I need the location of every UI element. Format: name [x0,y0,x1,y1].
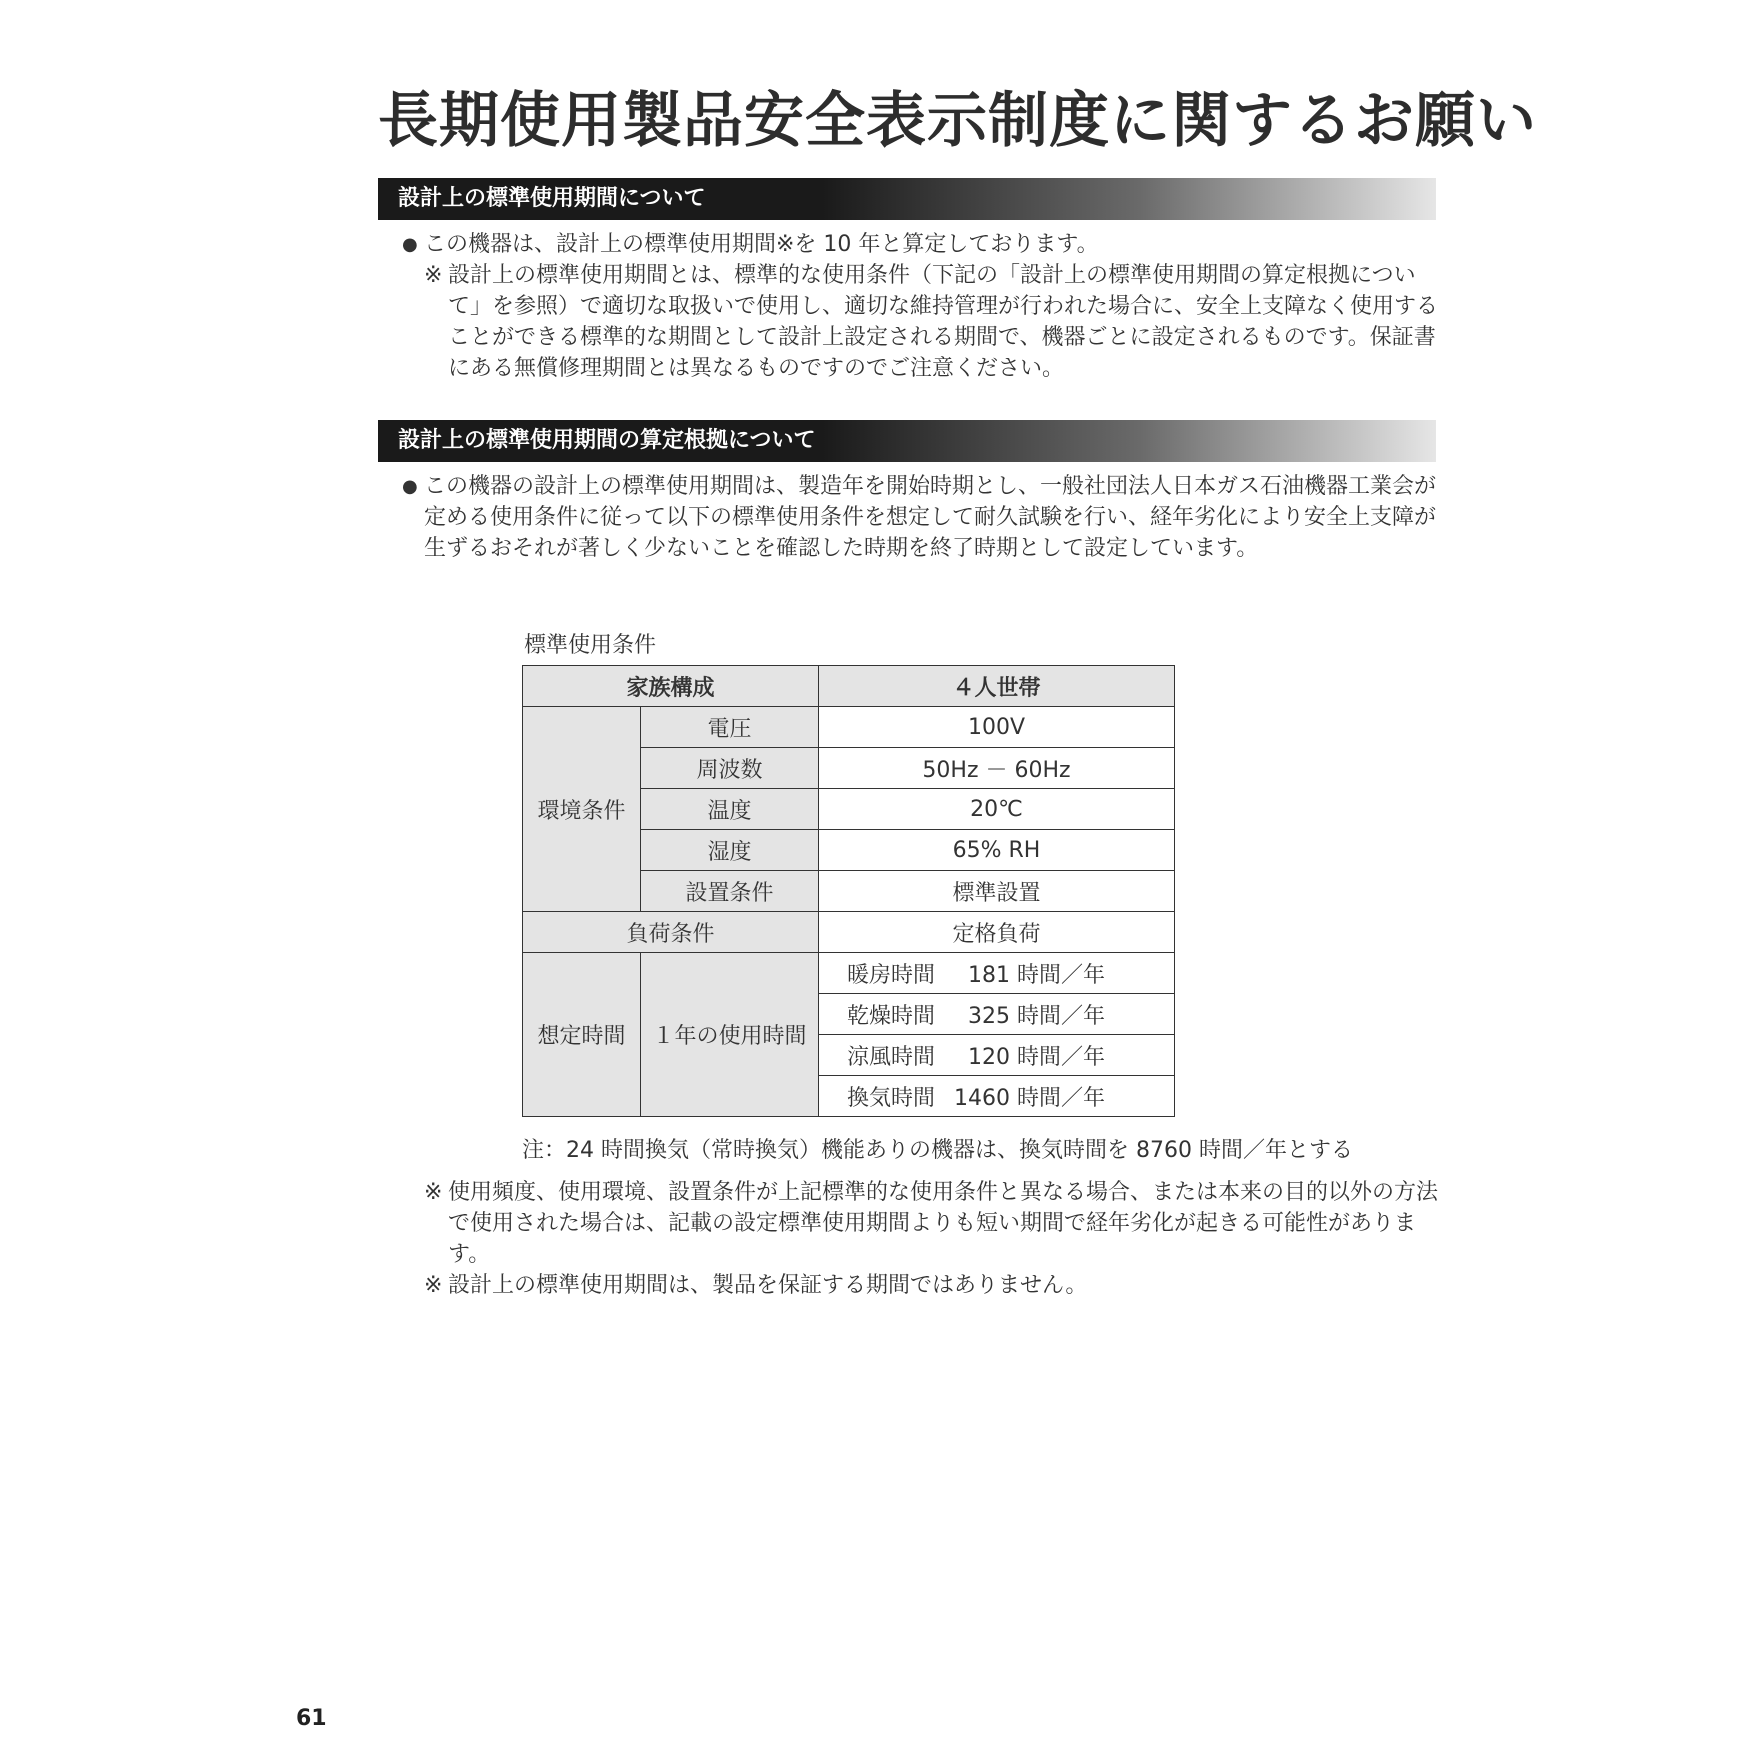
time-row-value: 1460 時間／年 [954,1085,1106,1111]
family-value: ４人世帯 [819,666,1175,707]
env-row-value: 50Hz － 60Hz [819,748,1175,789]
note-text: 設計上の標準使用期間とは、標準的な使用条件（下記の「設計上の標準使用期間の算定根拠について」を参照）で適切な取扱いで使用し、適切な維持管理が行われた場合に、安全上支障なく使用することができる標準的な期間として設計上設定される期間で、機器ごとに設定されるものです。保証書にある無償修理期間とは異なるものですのでご注意ください。 [448,263,1439,381]
note-mark: ※ [424,263,443,288]
time-sub-label: １年の使用時間 [641,953,819,1117]
note-mark: ※ [424,1180,443,1205]
env-row-label: 設置条件 [641,871,819,912]
table-caption: 標準使用条件 [524,633,657,658]
table-row [523,666,1175,707]
load-label: 負荷条件 [523,912,819,953]
env-row-value: 標準設置 [819,871,1175,912]
time-row-label: 涼風時間 [847,1044,936,1070]
time-row [819,953,1175,994]
footnote-item [424,1270,1438,1301]
standard-conditions-table [522,665,1175,1117]
env-row-label: 温度 [641,789,819,830]
env-row-value: 20℃ [819,789,1175,830]
env-row-label: 周波数 [641,748,819,789]
time-row [819,994,1175,1035]
table-row [523,707,1175,748]
table-note: 注：24 時間換気（常時換気）機能ありの機器は、換気時間を 8760 時間／年とする [522,1138,1353,1163]
footnote-item [424,1177,1438,1270]
bullet-icon: ● [402,234,418,255]
bullet-text: この機器は、設計上の標準使用期間※を 10 年と算定しております。 [424,232,1099,257]
bullet-item [402,229,1438,260]
note-mark: ※ [424,1273,443,1298]
time-row-value: 325 時間／年 [968,1003,1106,1029]
load-value: 定格負荷 [819,912,1175,953]
time-row-label: 換気時間 [847,1085,936,1111]
note-text: 使用頻度、使用環境、設置条件が上記標準的な使用条件と異なる場合、または本来の目的以外の方法で使用された場合は、記載の設定標準使用期間よりも短い期間で経年劣化が起きる可能性があります。 [448,1180,1439,1267]
time-row-label: 暖房時間 [847,962,936,988]
table-row [523,912,1175,953]
env-label: 環境条件 [523,707,641,912]
time-row-label: 乾燥時間 [847,1003,936,1029]
note-item [424,260,1438,384]
env-row-value: 100V [819,707,1175,748]
note-text: 設計上の標準使用期間は、製品を保証する期間ではありません。 [448,1273,1088,1298]
time-row-value: 181 時間／年 [968,962,1106,988]
section-header-standard-period: 設計上の標準使用期間について [378,178,1436,220]
env-row-value: 65% RH [819,830,1175,871]
time-row [819,1076,1175,1117]
bullet-text: この機器の設計上の標準使用期間は、製造年を開始時期とし、一般社団法人日本ガス石油機器工業会が定める使用条件に従って以下の標準使用条件を想定して耐久試験を行い、経年劣化により安全上支障が生ずるおそれが著しく少ないことを確認した時期を終了時期として設定しています。 [424,474,1437,561]
time-row [819,1035,1175,1076]
page-title: 長期使用製品安全表示制度に関するお願い [378,86,1537,156]
page-number: 61 [296,1706,327,1731]
env-row-label: 電圧 [641,707,819,748]
table-row [523,953,1175,994]
time-row-value: 120 時間／年 [968,1044,1106,1070]
family-label: 家族構成 [523,666,819,707]
time-label: 想定時間 [523,953,641,1117]
bullet-icon: ● [402,476,418,497]
section-header-calculation-basis: 設計上の標準使用期間の算定根拠について [378,420,1436,462]
env-row-label: 湿度 [641,830,819,871]
bullet-item [402,471,1438,564]
